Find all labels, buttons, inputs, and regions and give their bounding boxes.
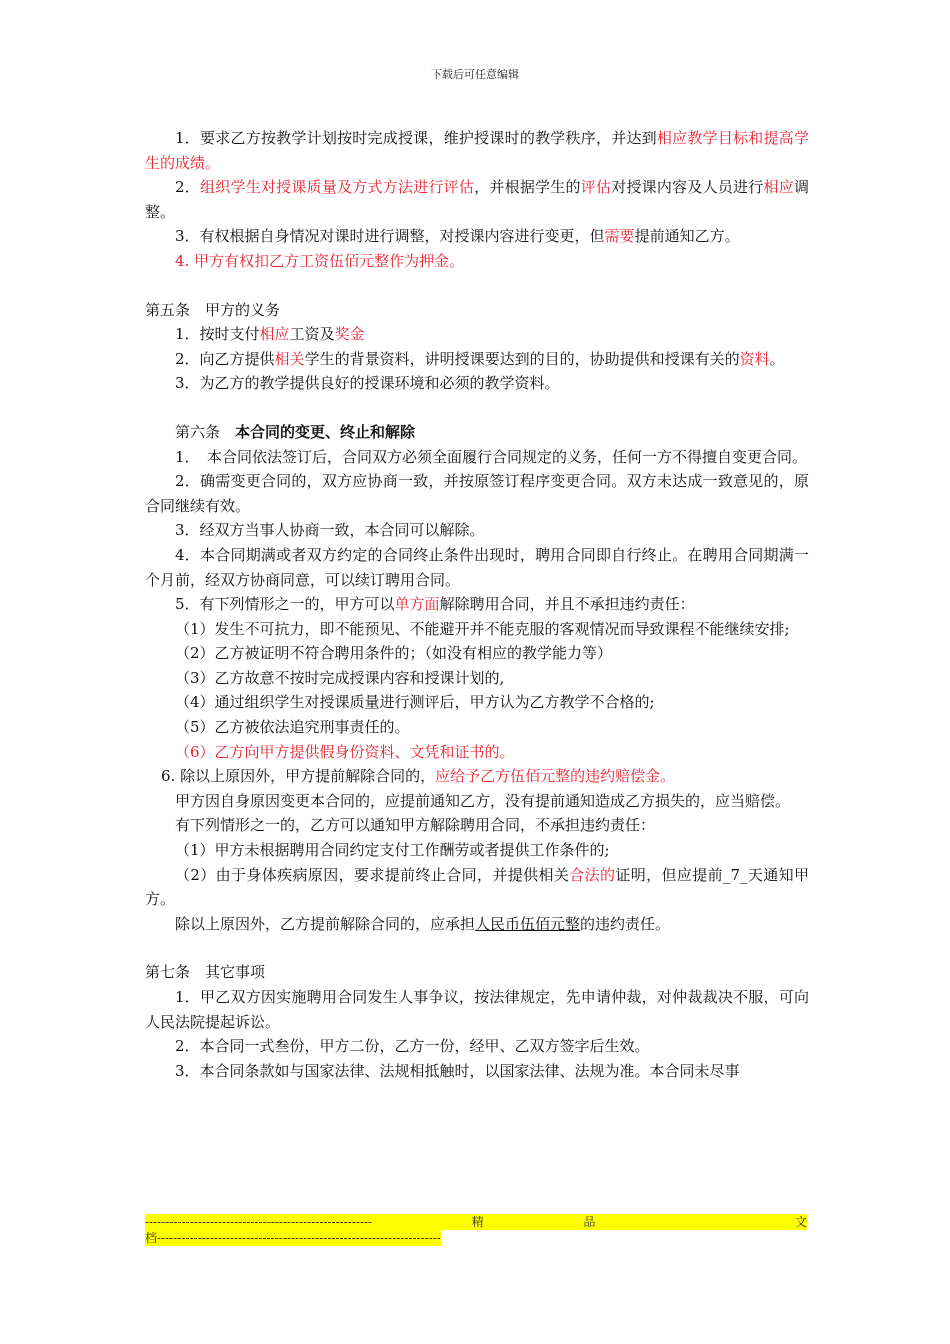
- s4-item-4: 4. 甲方有权扣乙方工资伍佰元整作为押金。: [175, 251, 465, 270]
- s6-item-2: 2．确需变更合同的，双方应协商一致，并按原签订程序变更合同。双方未达成一致意见的，原合同继续有效。: [145, 472, 809, 515]
- s6-sub-5: （5）乙方被依法追究刑事责任的。: [175, 718, 410, 737]
- s6-item-3: 3．经双方当事人协商一致，本合同可以解除。: [175, 521, 485, 540]
- s6-sub-4: （4）通过组织学生对授课质量进行测评后，甲方认为乙方教学不合格的;: [175, 693, 655, 712]
- s7-item-1: 1．甲乙双方因实施聘用合同发生人事争议，按法律规定，先申请仲裁，对仲裁裁决不服，可向人民法院提起诉讼。: [145, 988, 809, 1031]
- footer-line-1: -------------------------------------------------------- 精 品 文: [145, 1215, 807, 1229]
- footer-word-4: 档: [145, 1231, 158, 1245]
- s6-item-4: 4．本合同期满或者双方约定的合同终止条件出现时，聘用合同即自行终止。在聘用合同期满一个月前，经双方协商同意，可以续订聘用合同。: [145, 545, 809, 589]
- section-6-title: 第六条 本合同的变更、终止和解除: [175, 422, 416, 441]
- footer-line-2: 档----------------------------------------------------------------------: [145, 1231, 441, 1245]
- s6-sub-6: （6）乙方向甲方提供假身份资料、文凭和证书的。: [175, 742, 515, 761]
- s4-item-2: 2．组织学生对授课质量及方式方法进行评估，并根据学生的评估对授课内容及人员进行相应调整。: [145, 178, 809, 221]
- s5-item-1: 1．按时支付相应工资及奖金: [175, 325, 365, 344]
- s6-sub-2: （2）乙方被证明不符合聘用条件的；（如没有相应的教学能力等）: [175, 644, 613, 663]
- footer-word-1: 精: [471, 1215, 484, 1229]
- s6-item-1: 1． 本合同依法签订后，合同双方必须全面履行合同规定的义务，任何一方不得擅自变更合同。: [175, 447, 808, 466]
- s6-item-5: 5．有下列情形之一的，甲方可以单方面解除聘用合同，并且不承担违约责任：: [175, 595, 695, 614]
- s6-bullet-2: （2）由于身体疾病原因，要求提前终止合同，并提供相关合法的证明，但应提前_7_天通知甲方。: [145, 865, 809, 909]
- s6-para-3: 除以上原因外，乙方提前解除合同的，应承担人民币伍佰元整的违约责任。: [175, 914, 671, 933]
- section-5-title: 第五条 甲方的义务: [145, 300, 281, 319]
- footer-word-3: 文: [794, 1215, 807, 1229]
- footer-word-2: 品: [583, 1215, 596, 1229]
- s4-item-3: 3．有权根据自身情况对课时进行调整，对授课内容进行变更，但需要提前通知乙方。: [175, 227, 740, 246]
- s6-sub-3: （3）乙方故意不按时完成授课内容和授课计划的,: [175, 668, 505, 687]
- s7-item-3: 3．本合同条款如与国家法律、法规相抵触时，以国家法律、法规为准。本合同未尽事: [175, 1061, 740, 1080]
- s6-bullet-1: （1）甲方未根据聘用合同约定支付工作酬劳或者提供工作条件的;: [175, 841, 610, 860]
- s6-para-1: 甲方因自身原因变更本合同的，应提前通知乙方，没有提前通知造成乙方损失的，应当赔偿。: [175, 791, 791, 810]
- s4-item-1: 1．要求乙方按教学计划按时完成授课，维护授课时的教学秩序，并达到相应教学目标和提高学生的成绩。: [145, 129, 809, 172]
- s6-para-2: 有下列情形之一的，乙方可以通知甲方解除聘用合同，不承担违约责任：: [175, 816, 656, 835]
- page-header: 下载后可任意编辑: [431, 68, 519, 81]
- contract-body: [145, 126, 809, 1083]
- s5-item-3: 3．为乙方的教学提供良好的授课环境和必须的教学资料。: [175, 374, 560, 393]
- s6-item-6: 6. 除以上原因外，甲方提前解除合同的，应给予乙方伍佰元整的违约赔偿金。: [161, 767, 676, 786]
- s6-sub-1: （1）发生不可抗力，即不能预见、不能避开并不能克服的客观情况而导致课程不能继续安排;: [175, 619, 790, 638]
- s5-item-2: 2．向乙方提供相关学生的背景资料，讲明授课要达到的目的，协助提供和授课有关的资料。: [175, 349, 785, 368]
- s7-item-2: 2．本合同一式叁份，甲方二份，乙方一份，经甲、乙双方签字后生效。: [175, 1037, 650, 1056]
- page-footer: [145, 1214, 807, 1250]
- section-7-title: 第七条 其它事项: [145, 963, 266, 982]
